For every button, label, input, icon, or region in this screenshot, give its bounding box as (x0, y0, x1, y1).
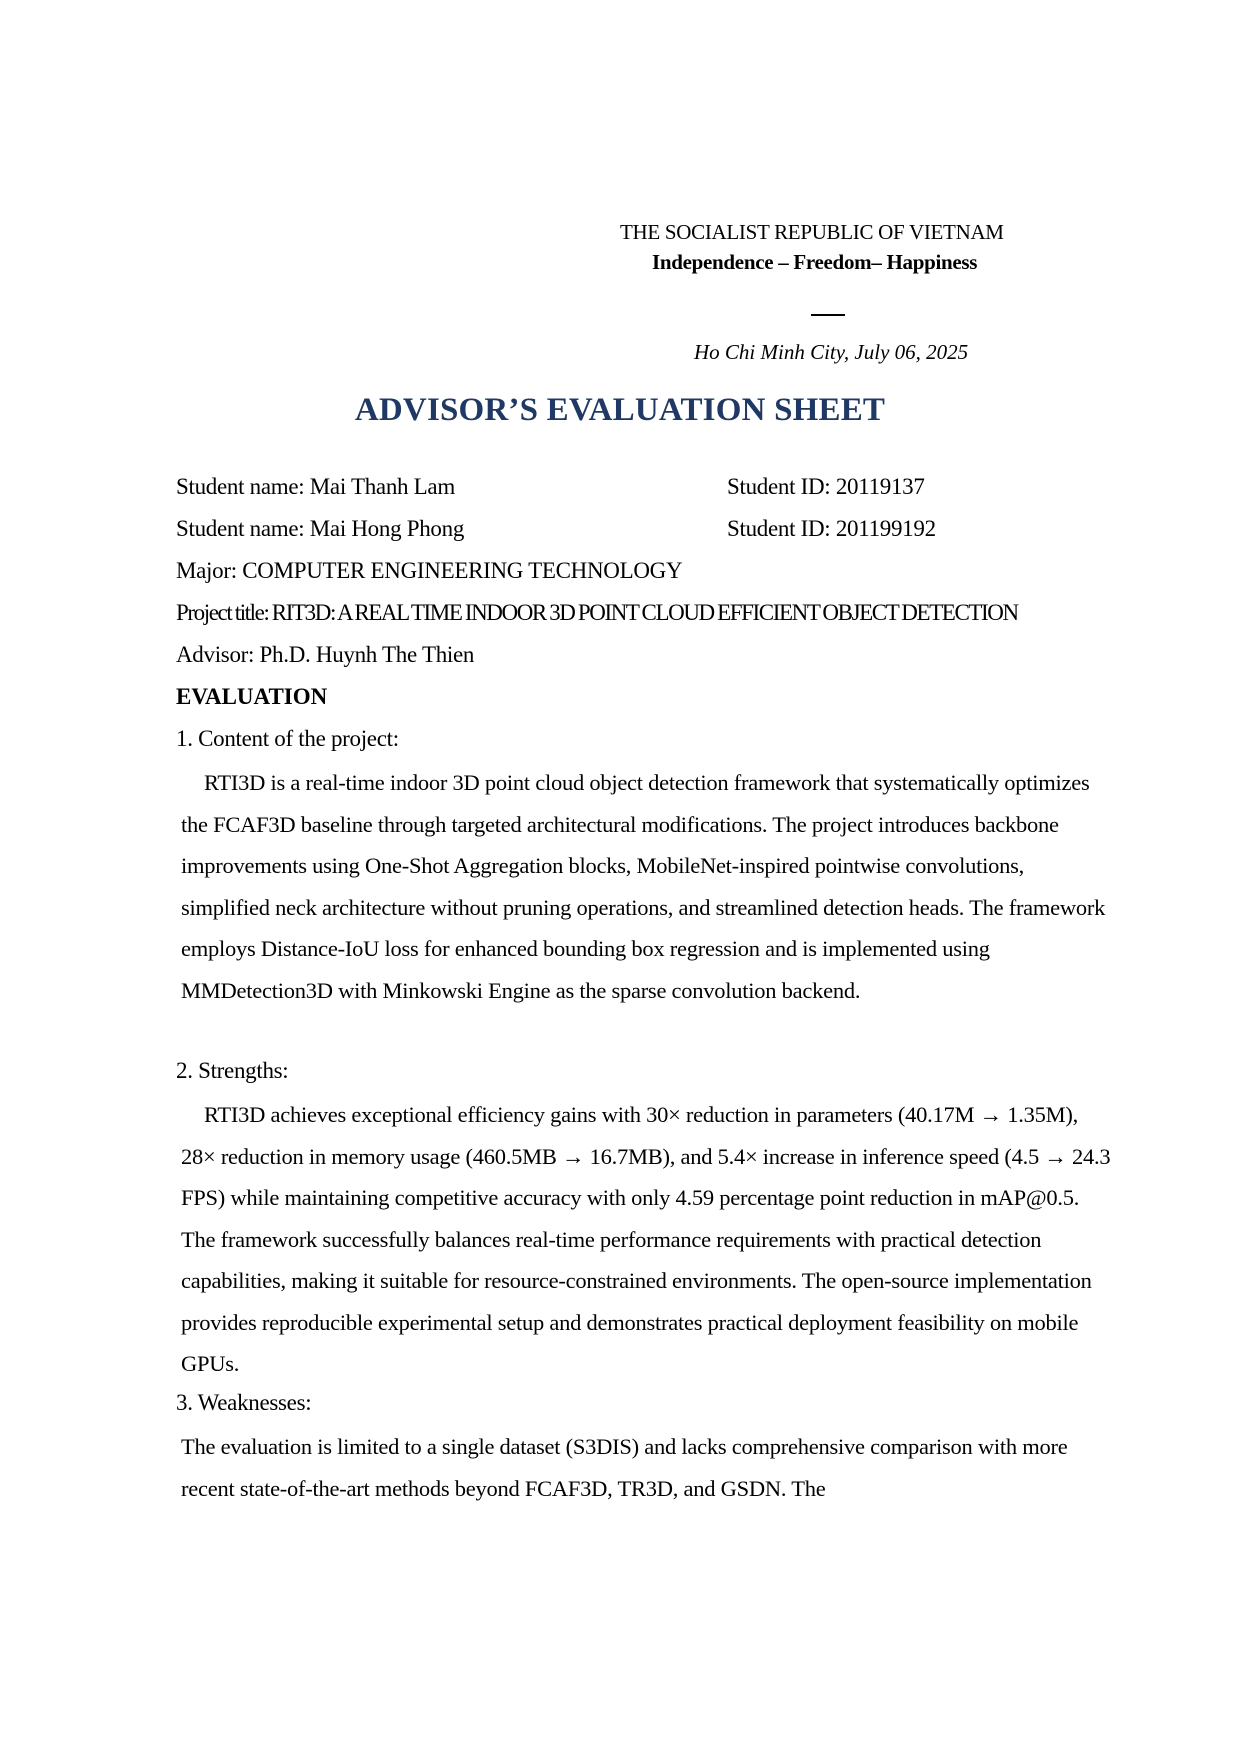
student-name-2: Student name: Mai Hong Phong (176, 516, 465, 541)
section-heading-strengths: 2. Strengths: (176, 1058, 289, 1083)
national-motto: Independence – Freedom– Happiness (652, 250, 978, 274)
place-date: Ho Chi Minh City, July 06, 2025 (694, 340, 969, 364)
major-field: Major: COMPUTER ENGINEERING TECHNOLOGY (176, 558, 683, 583)
section-text-content: RTI3D is a real-time indoor 3D point cloud object detection framework that systematically optimizes the FCAF3D baseline through targeted architectural modifications. The project introduces backbone improvements using One-Shot Aggregation blocks, MobileNet-inspired pointwise convolutions, simplified neck architecture without pruning operations, and streamlined detection heads. The framework employs Distance-IoU loss for enhanced bounding box regression and is implemented using MMDetection3D with Minkowski Engine as the sparse convolution backend. (181, 770, 1106, 1003)
project-title-field: Project title: RIT3D: A REAL TIME INDOOR 3D POINT CLOUD EFFICIENT OBJECT DETECTION (176, 600, 1018, 625)
section-text-strengths: RTI3D achieves exceptional efficiency gains with 30× reduction in parameters (40.17M → 1.35M), 28× reduction in memory usage (460.5MB → 16.7MB), and 5.4× increase in inference speed (4.5 → 24.3 FPS) while maintaining competitive accuracy with only 4.59 percentage point reduction in mAP@0.5. The framework successfully balances real-time performance requirements with practical detection capabilities, making it suitable for resource-constrained environments. The open-source implementation provides reproducible experimental setup and demonstrates practical deployment feasibility on mobile GPUs. (181, 1102, 1111, 1376)
advisor-field: Advisor: Ph.D. Huynh The Thien (176, 642, 475, 667)
student-id-2: Student ID: 201199192 (727, 516, 936, 541)
student-id-1: Student ID: 20119137 (727, 474, 925, 499)
section-text-weaknesses: The evaluation is limited to a single dataset (S3DIS) and lacks comprehensive comparison with more recent state-of-the-art methods beyond FCAF3D, TR3D, and GSDN. The (181, 1434, 1068, 1501)
page-title: ADVISOR’S EVALUATION SHEET (354, 392, 886, 428)
evaluation-heading: EVALUATION (176, 684, 328, 709)
section-heading-content: 1. Content of the project: (176, 726, 399, 751)
section-heading-weaknesses: 3. Weaknesses: (176, 1390, 312, 1415)
header-divider (811, 314, 845, 316)
country-name: THE SOCIALIST REPUBLIC OF VIETNAM (620, 220, 1004, 244)
student-name-1: Student name: Mai Thanh Lam (176, 474, 455, 499)
